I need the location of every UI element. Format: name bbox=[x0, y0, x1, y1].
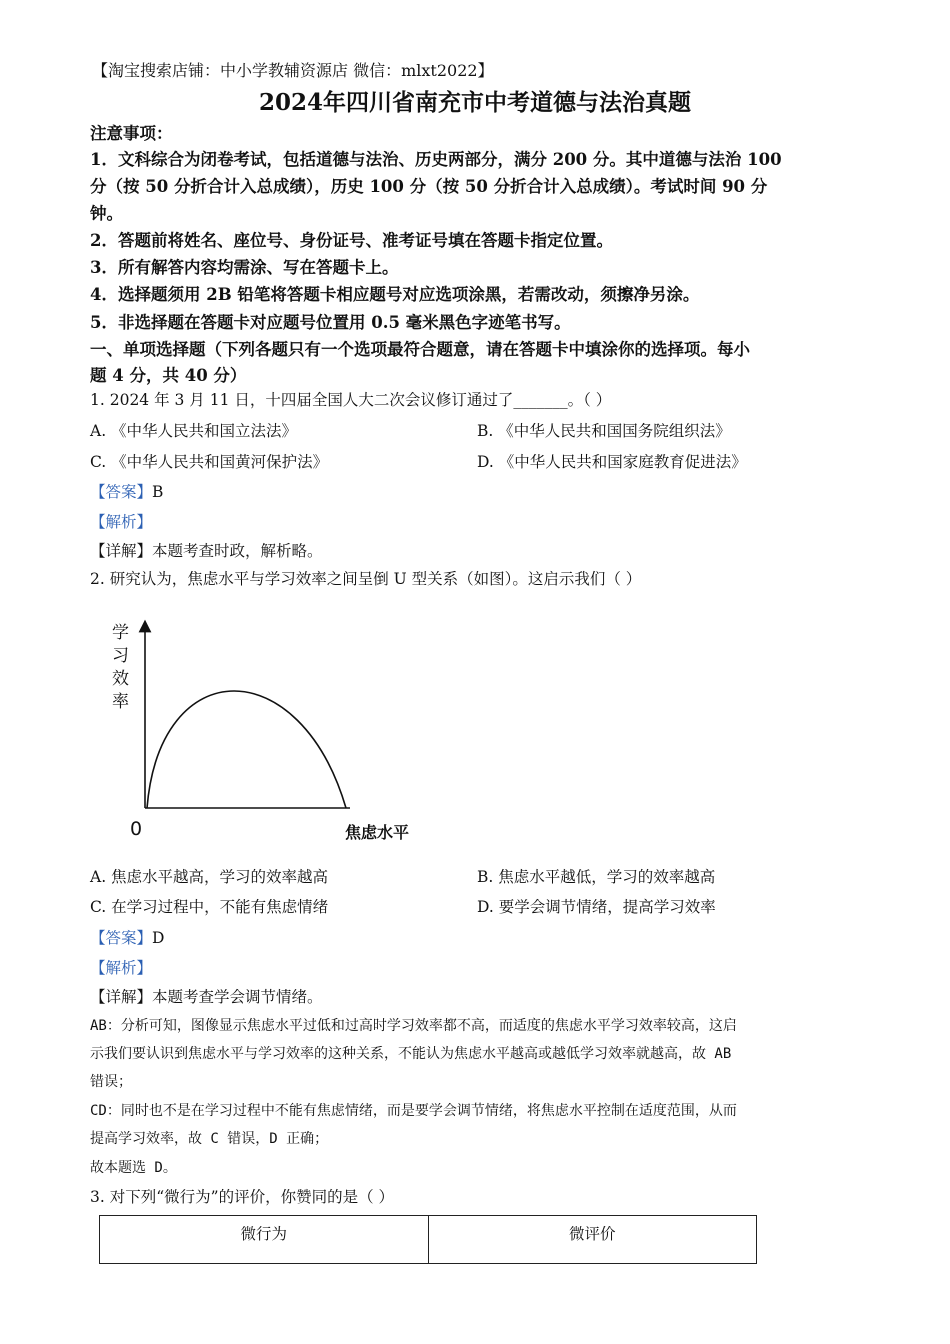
q1-option-d: D. 《中华人民共和国家庭教育促进法》 bbox=[477, 453, 747, 471]
answer-tag: 【答案】 bbox=[90, 929, 153, 947]
q2-cd-explanation: CD：同时也不是在学习过程中不能有焦虑情绪，而是要学会调节情绪，将焦虑水平控制在适度范围，从而 bbox=[90, 1103, 737, 1119]
table-row bbox=[100, 1216, 757, 1264]
q2-option-b: B. 焦虑水平越低，学习的效率越高 bbox=[477, 868, 716, 886]
q2-answer bbox=[90, 926, 164, 948]
q1-analysis-tag: 【解析】 bbox=[90, 513, 153, 531]
notice-heading: 注意事项： bbox=[90, 124, 173, 143]
x-axis-label: 焦虑水平 bbox=[345, 823, 410, 842]
q1-option-b: B. 《中华人民共和国国务院组织法》 bbox=[477, 422, 731, 440]
notice-item-1: 1．文科综合为闭卷考试，包括道德与法治、历史两部分，满分 200 分。其中道德与法治 100 bbox=[90, 150, 782, 169]
q3-table bbox=[99, 1215, 757, 1264]
section-heading: 一、单项选择题（下列各题只有一个选项最符合题意，请在答题卡中填涂你的选择项。每小 bbox=[90, 340, 750, 359]
efficiency-curve bbox=[147, 691, 346, 808]
answer-value: B bbox=[152, 483, 164, 501]
notice-item-1-cont2: 钟。 bbox=[90, 204, 123, 223]
q2-detail: 【详解】本题考查学会调节情绪。 bbox=[90, 988, 323, 1006]
notice-item-2: 2．答题前将姓名、座位号、身份证号、准考证号填在答题卡指定位置。 bbox=[90, 231, 613, 250]
notice-item-3: 3．所有解答内容均需涂、写在答题卡上。 bbox=[90, 258, 399, 277]
q3-stem: 3. 对下列“微行为”的评价，你赞同的是（ ） bbox=[90, 1188, 394, 1206]
answer-tag: 【答案】 bbox=[90, 483, 153, 501]
q2-cd-explanation-cont: 提高学习效率，故 C 错误，D 正确； bbox=[90, 1131, 329, 1147]
y-axis-label: 学习效率 bbox=[112, 623, 129, 712]
q1-option-c: C. 《中华人民共和国黄河保护法》 bbox=[90, 453, 329, 471]
q2-option-d: D. 要学会调节情绪，提高学习效率 bbox=[477, 898, 716, 916]
q2-ab-explanation-cont: 示我们要认识到焦虑水平与学习效率的这种关系，不能认为焦虑水平越高或越低学习效率就越高，故 AB bbox=[90, 1046, 732, 1062]
page-title: 2024年四川省南充市中考道德与法治真题 bbox=[258, 89, 691, 116]
q2-ab-explanation: AB：分析可知，图像显示焦虑水平过低和过高时学习效率都不高，而适度的焦虑水平学习效率较高，这启 bbox=[90, 1018, 737, 1034]
q2-option-c: C. 在学习过程中，不能有焦虑情绪 bbox=[90, 898, 329, 916]
store-header: 【淘宝搜索店铺：中小学教辅资源店 微信：mlxt2022】 bbox=[92, 61, 494, 80]
notice-item-5: 5．非选择题在答题卡对应题号位置用 0.5 毫米黑色字迹笔书写。 bbox=[90, 313, 571, 332]
q2-stem: 2. 研究认为，焦虑水平与学习效率之间呈倒 U 型关系（如图）。这启示我们（ ） bbox=[90, 570, 642, 588]
q2-analysis-tag: 【解析】 bbox=[90, 959, 153, 977]
q1-stem: 1. 2024 年 3 月 11 日，十四届全国人大二次会议修订通过了_______。（ ） bbox=[90, 391, 612, 409]
origin-label: 0 bbox=[130, 818, 143, 840]
q2-option-a: A. 焦虑水平越高，学习的效率越高 bbox=[90, 868, 329, 886]
notice-item-1-cont: 分（按 50 分折合计入总成绩），历史 100 分（按 50 分折合计入总成绩）。考试时间 90 分 bbox=[90, 177, 768, 196]
answer-value: D bbox=[152, 929, 165, 947]
q1-detail: 【详解】本题考查时政，解析略。 bbox=[90, 542, 323, 560]
q2-conclusion: 故本题选 D。 bbox=[90, 1160, 177, 1176]
notice-item-4: 4．选择题须用 2B 铅笔将答题卡相应题号对应选项涂黑，若需改动，须擦净另涂。 bbox=[90, 285, 700, 304]
q2-ab-explanation-end: 错误； bbox=[90, 1074, 132, 1090]
q1-answer bbox=[90, 480, 163, 502]
table-header-evaluation: 微评价 bbox=[428, 1216, 757, 1264]
q1-option-a: A. 《中华人民共和国立法法》 bbox=[90, 422, 298, 440]
table-header-behavior: 微行为 bbox=[100, 1216, 429, 1264]
section-heading-cont: 题 4 分，共 40 分） bbox=[90, 366, 247, 385]
inverted-u-chart bbox=[100, 612, 440, 852]
